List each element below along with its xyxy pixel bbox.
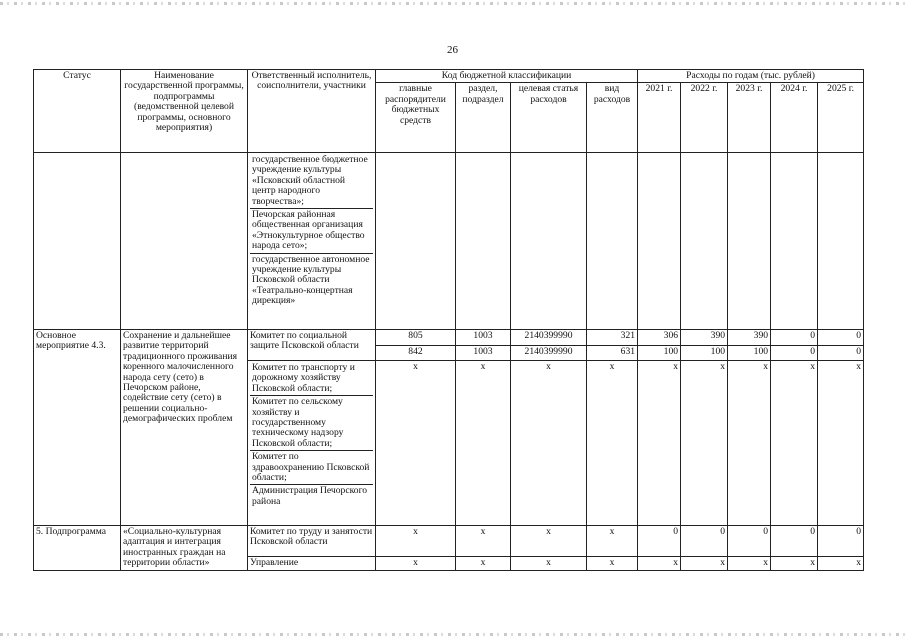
section-cell: x xyxy=(456,361,511,526)
empty-cell xyxy=(638,153,681,330)
grbs-cell: x xyxy=(376,557,456,571)
section-cell: x xyxy=(456,557,511,571)
continuation-row xyxy=(34,153,864,330)
value-2025: x xyxy=(818,361,864,526)
value-2023: x xyxy=(728,361,771,526)
subprogram-5-row-1 xyxy=(34,526,864,557)
header-section: раздел, подраздел xyxy=(456,83,511,153)
value-2024: x xyxy=(771,361,818,526)
participant-item: Администрация Печорского района xyxy=(250,484,373,508)
participant-item: Комитет по здравоохранению Псковской области; xyxy=(250,450,373,484)
header-year-2025: 2025 г. xyxy=(818,83,864,153)
type-cell: 631 xyxy=(587,345,638,361)
continuation-status-cell xyxy=(34,153,121,330)
target-cell: x xyxy=(511,526,587,557)
value-2021: x xyxy=(638,557,681,571)
subprogram-5-name: «Социально-культурная адаптация и интеграция иностранных граждан на территории области» xyxy=(121,526,248,571)
header-year-2022: 2022 г. xyxy=(681,83,728,153)
subprogram-5-executor: Комитет по труду и занятости Псковской области xyxy=(248,526,376,557)
header-year-2023: 2023 г. xyxy=(728,83,771,153)
value-2022: x xyxy=(681,361,728,526)
section-cell: 1003 xyxy=(456,330,511,346)
page-number: 26 xyxy=(447,44,458,56)
type-cell: x xyxy=(587,557,638,571)
header-year-2021: 2021 г. xyxy=(638,83,681,153)
grbs-cell: 805 xyxy=(376,330,456,346)
value-2023: 0 xyxy=(728,526,771,557)
target-cell: 2140399990 xyxy=(511,330,587,346)
value-2024: 0 xyxy=(771,345,818,361)
value-2023: x xyxy=(728,557,771,571)
value-2025: x xyxy=(818,557,864,571)
grbs-cell: 842 xyxy=(376,345,456,361)
header-status: Статус xyxy=(34,70,121,153)
value-2022: x xyxy=(681,557,728,571)
value-2022: 0 xyxy=(681,526,728,557)
section-cell: 1003 xyxy=(456,345,511,361)
scan-noise-bottom xyxy=(0,633,905,636)
participant-item: Печорская районная общественная организация «Этнокультурное общество народа сето»; xyxy=(250,208,373,253)
target-cell: x xyxy=(511,557,587,571)
value-2025: 0 xyxy=(818,526,864,557)
value-2025: 0 xyxy=(818,345,864,361)
grbs-cell: x xyxy=(376,526,456,557)
value-2024: x xyxy=(771,557,818,571)
participant-item: государственное автономное учреждение культуры Псковской области «Театрально-концертная дирекция» xyxy=(250,253,373,308)
subprogram-5-status: 5. Подпрограмма xyxy=(34,526,121,571)
empty-cell xyxy=(771,153,818,330)
header-target: целевая статья расходов xyxy=(511,83,587,153)
continuation-participants xyxy=(248,153,376,330)
scan-noise-top xyxy=(0,2,905,5)
measure-4-3-row-1 xyxy=(34,330,864,346)
value-2024: 0 xyxy=(771,526,818,557)
empty-cell xyxy=(456,153,511,330)
type-cell: 321 xyxy=(587,330,638,346)
empty-cell xyxy=(376,153,456,330)
subprogram-5-executor-2: Управление xyxy=(248,557,376,571)
value-2021: x xyxy=(638,361,681,526)
header-expenses: Расходы по годам (тыс. рублей) xyxy=(638,70,864,83)
participant-item: государственное бюджетное учреждение культуры «Псковский областной центр народного творчества»; xyxy=(252,154,368,207)
value-2022: 390 xyxy=(681,330,728,346)
measure-4-3-name: Сохранение и дальнейшее развитие территорий традиционного проживания коренного малочисленного народа сету (сето) в Печорском районе, содействие сету (сето) в решении социально-демографических проблем xyxy=(121,330,248,526)
value-2022: 100 xyxy=(681,345,728,361)
header-row-1 xyxy=(34,70,864,83)
measure-4-3-executor: Комитет по социальной защите Псковской области xyxy=(248,330,376,361)
budget-table xyxy=(33,69,864,571)
header-grbs: главные распорядители бюджетных средств xyxy=(376,83,456,153)
empty-cell xyxy=(587,153,638,330)
continuation-name-cell xyxy=(121,153,248,330)
measure-4-3-other-participants xyxy=(248,361,376,526)
empty-cell xyxy=(818,153,864,330)
section-cell: x xyxy=(456,526,511,557)
header-executor: Ответственный исполнитель, соисполнители, участники xyxy=(248,70,376,153)
value-2021: 0 xyxy=(638,526,681,557)
target-cell: 2140399990 xyxy=(511,345,587,361)
header-program-name: Наименование государственной программы, подпрограммы (ведомственной целевой программы, основного мероприятия) xyxy=(121,70,248,153)
grbs-cell: x xyxy=(376,361,456,526)
value-2023: 390 xyxy=(728,330,771,346)
type-cell: x xyxy=(587,526,638,557)
empty-cell xyxy=(728,153,771,330)
empty-cell xyxy=(511,153,587,330)
type-cell: x xyxy=(587,361,638,526)
participant-item: Комитет по транспорту и дорожному хозяйству Псковской области; xyxy=(252,362,355,394)
participant-item: Комитет по сельскому хозяйству и государственному техническому надзору Псковской области; xyxy=(250,395,373,450)
value-2021: 100 xyxy=(638,345,681,361)
header-budget-code: Код бюджетной классификации xyxy=(376,70,638,83)
empty-cell xyxy=(681,153,728,330)
header-type: вид расходов xyxy=(587,83,638,153)
value-2021: 306 xyxy=(638,330,681,346)
measure-4-3-status: Основное мероприятие 4.3. xyxy=(34,330,121,526)
value-2023: 100 xyxy=(728,345,771,361)
value-2025: 0 xyxy=(818,330,864,346)
value-2024: 0 xyxy=(771,330,818,346)
header-year-2024: 2024 г. xyxy=(771,83,818,153)
target-cell: x xyxy=(511,361,587,526)
